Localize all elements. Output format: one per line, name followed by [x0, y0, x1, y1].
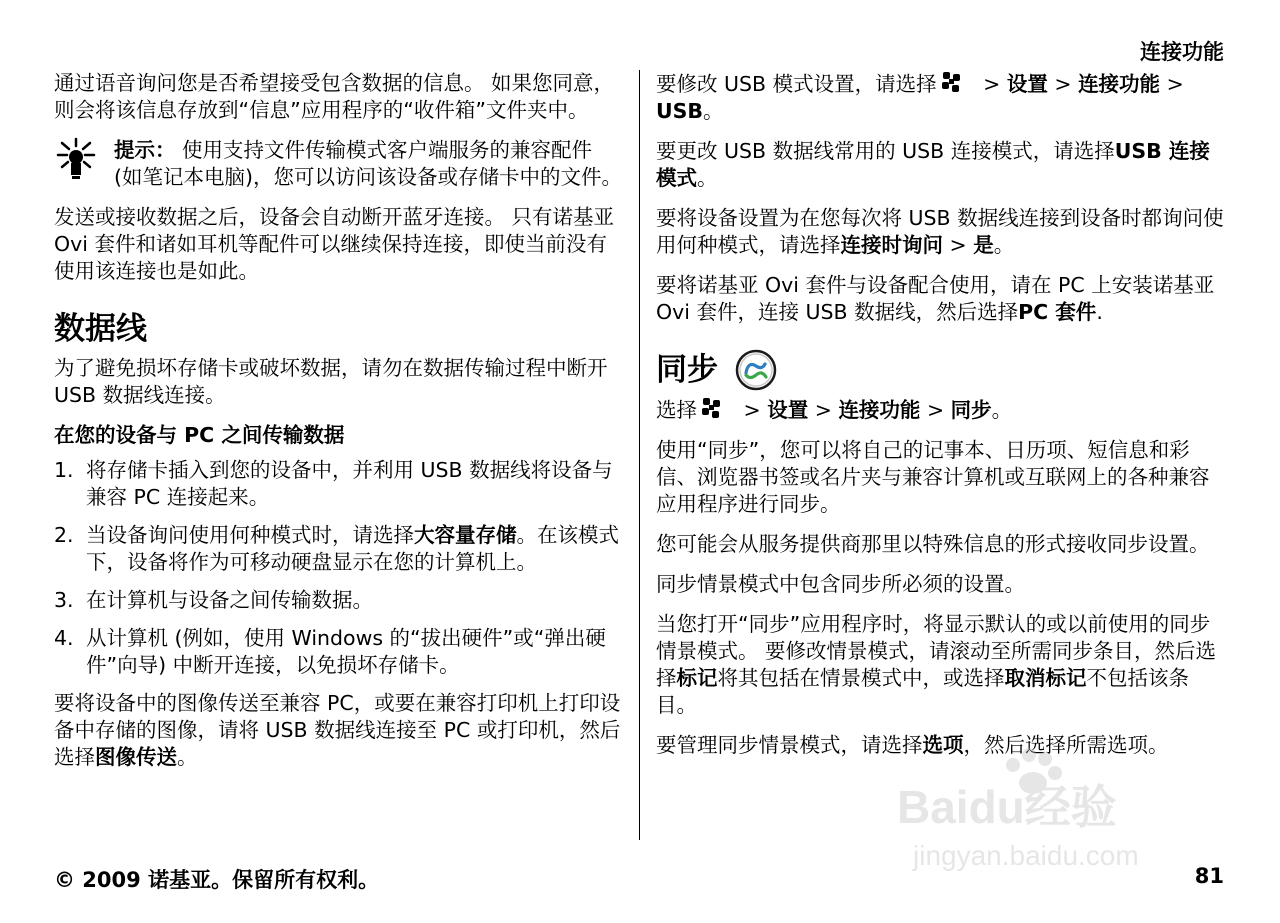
- step-2: [54, 522, 626, 576]
- option-options: 选项: [922, 733, 964, 757]
- paragraph-image-transfer: [54, 690, 626, 771]
- page-number: 81: [1194, 864, 1224, 888]
- text-part: 。: [993, 233, 1015, 257]
- text-part: 要将设备中的图像传送至兼容 PC，或要在兼容打印机上打印设备中存储的图像，请将 USB 数据线连接至 PC 或打印机，然后选择: [54, 691, 621, 769]
- paragraph-ask-on-connect: [656, 205, 1228, 259]
- option-yes: 是: [973, 233, 994, 257]
- step-text: [86, 522, 626, 576]
- paragraph-bluetooth-disconnect: 发送或接收数据之后，设备会自动断开蓝牙连接。 只有诺基亚 Ovi 套件和诸如耳机等配件可以继续保持连接，即使当前没有使用该连接也是如此。: [54, 205, 615, 283]
- paragraph-data-message: 通过语音询问您是否希望接受包含数据的信息。 如果您同意，则会将该信息存放到“信息”应用程序的“收件箱”文件夹中。: [54, 71, 615, 122]
- step-number: 4.: [54, 626, 74, 650]
- paragraph-sync-profile: 同步情景模式中包含同步所必须的设置。: [656, 572, 1025, 596]
- sync-heading-row: [656, 348, 1228, 392]
- text-separator: >: [737, 398, 768, 422]
- option-image-transfer: 图像传送: [95, 745, 177, 769]
- step-text: 将存储卡插入到您的设备中，并利用 USB 数据线将设备与兼容 PC 连接起来。: [86, 458, 613, 509]
- menu-settings: 设置: [767, 398, 809, 422]
- menu-connectivity: 连接功能: [838, 398, 921, 422]
- menu-connectivity: 连接功能: [1078, 72, 1161, 96]
- menu-settings: 设置: [1006, 72, 1048, 96]
- text-part: 将其包括在情景模式中，或选择: [717, 666, 1005, 690]
- paragraph-sync-profile-edit: [656, 611, 1228, 719]
- paragraph-sync-usage: 使用“同步”，您可以将自己的记事本、日历项、短信息和彩信、浏览器书签或名片夹与兼容计算机或互联网上的各种兼容应用程序进行同步。: [656, 438, 1210, 516]
- step-number: 3.: [54, 588, 74, 612]
- text-part: 。: [697, 166, 718, 190]
- tip-box: [54, 137, 626, 191]
- option-pc-suite: PC 套件: [1018, 300, 1097, 324]
- tip-body: 使用支持文件传输模式客户端服务的兼容配件 (如笔记本电脑)，您可以访问该设备或存储卡中的文件。: [114, 138, 622, 189]
- text-separator: >: [943, 233, 974, 257]
- menu-usb: USB: [656, 99, 704, 123]
- paragraph-cable-warning: 为了避免损坏存储卡或破坏数据，请勿在数据传输过程中断开 USB 数据线连接。: [54, 356, 608, 407]
- paragraph-sync-path: [656, 396, 1228, 424]
- text-separator: >: [920, 398, 951, 422]
- baidu-watermark: [895, 745, 1225, 875]
- step-4: [54, 625, 626, 679]
- text-part: ，然后选择所需选项。: [963, 733, 1169, 757]
- step-number: 2.: [54, 523, 74, 547]
- step-1: [54, 457, 626, 511]
- footer-copyright: © 2009 诺基亚。保留所有权利。: [54, 868, 380, 892]
- text-part: 要管理同步情景模式，请选择: [656, 733, 923, 757]
- watermark-brand: Baidu经验: [897, 781, 1117, 833]
- text-part: 要修改 USB 模式设置，请选择: [656, 72, 937, 96]
- tip-text: [114, 137, 626, 191]
- text-part: 不包括该条目。: [656, 666, 1189, 717]
- sync-icon: [734, 348, 778, 392]
- step-number: 1.: [54, 458, 74, 482]
- subheading-transfer-data: 在您的设备与 PC 之间传输数据: [54, 423, 345, 447]
- text-separator: >: [976, 72, 1007, 96]
- left-column: [54, 70, 626, 784]
- text-part: .: [1096, 300, 1103, 324]
- section-heading-sync: 同步: [656, 352, 718, 388]
- option-usb-connection-mode: USB 连接模式: [656, 139, 1210, 190]
- lightbulb-icon: [54, 137, 114, 181]
- option-mark: 标记: [676, 666, 718, 690]
- option-ask-on-connect: 连接时询问: [840, 233, 943, 257]
- step-text: 从计算机 (例如，使用 Windows 的“拔出硬件”或“弹出硬件”向导) 中断开连接，以免损坏存储卡。: [86, 626, 606, 677]
- text-part: 要更改 USB 数据线常用的 USB 连接模式，请选择: [656, 139, 1115, 163]
- paragraph-usb-mode-settings: [656, 70, 1228, 125]
- text-part: 。: [991, 398, 1013, 422]
- option-unmark: 取消标记: [1004, 666, 1087, 690]
- paragraph-usb-connection-mode: [656, 138, 1228, 192]
- text-part: 。: [177, 745, 198, 769]
- tip-label: 提示：: [114, 138, 176, 162]
- text-part: 要将设备设置为在您每次将 USB 数据线连接到设备时都询问使用何种模式，请选择: [656, 206, 1224, 257]
- text-separator: >: [1160, 72, 1184, 96]
- step-text-part: 。在该模式下，设备将作为可移动硬盘显示在您的计算机上。: [86, 523, 619, 574]
- option-mass-storage: 大容量存储: [414, 523, 517, 547]
- paragraph-sync-settings-message: 您可能会从服务提供商那里以特殊信息的形式接收同步设置。: [656, 532, 1210, 556]
- text-separator: >: [1047, 72, 1079, 96]
- paragraph-ovi-suite: [656, 272, 1228, 326]
- menu-sync: 同步: [950, 398, 992, 422]
- right-column: [656, 70, 1228, 772]
- menu-key-icon: [701, 396, 723, 422]
- text-separator: >: [808, 398, 839, 422]
- text-part: 要将诺基亚 Ovi 套件与设备配合使用，请在 PC 上安装诺基亚 Ovi 套件，连接 USB 数据线，然后选择: [656, 273, 1215, 324]
- text-part: 。: [703, 99, 724, 123]
- step-text-part: 当设备询问使用何种模式时，请选择: [86, 523, 414, 547]
- text-part: 当您打开“同步”应用程序时，将显示默认的或以前使用的同步情景模式。 要修改情景模式，请滚动至所需同步条目，然后选择: [656, 612, 1217, 690]
- section-heading-data-cable: 数据线: [54, 311, 147, 347]
- column-divider: [639, 70, 640, 840]
- step-3: [54, 587, 626, 614]
- watermark-url: jingyan.baidu.com: [913, 840, 1139, 871]
- step-text: 在计算机与设备之间传输数据。: [86, 588, 373, 612]
- menu-key-icon: [941, 70, 963, 96]
- running-header: 连接功能: [1140, 40, 1224, 64]
- text-part: 选择: [656, 398, 697, 422]
